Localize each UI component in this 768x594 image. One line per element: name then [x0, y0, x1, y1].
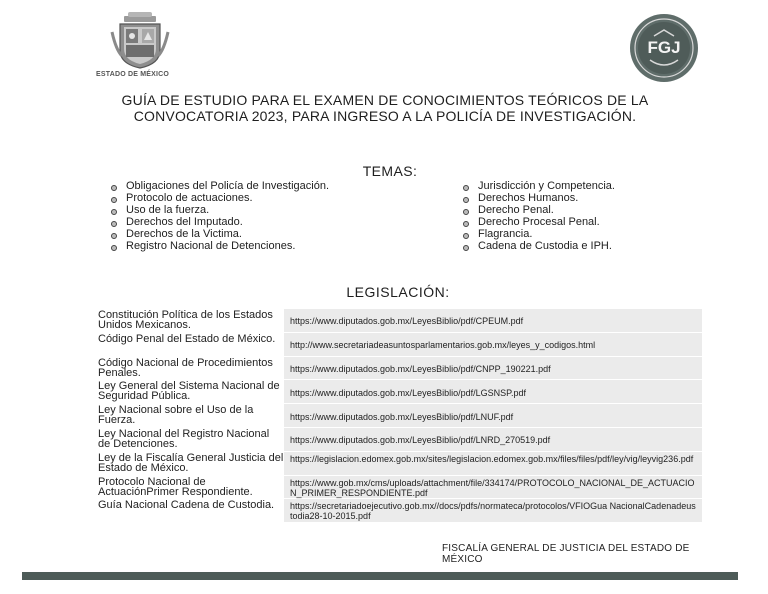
law-link[interactable]: https://www.gob.mx/cms/uploads/attachment/file/334174/PROTOCOLO_NACIONAL_DE_ACTUACION_PRIMER_RESPONDIENTE.pdf	[284, 476, 702, 500]
table-row	[98, 428, 702, 452]
table-row	[98, 380, 702, 404]
table-row	[98, 357, 702, 381]
law-link[interactable]: http://www.secretariadeasuntosparlamentarios.gob.mx/leyes_y_codigos.html	[284, 333, 702, 357]
fgj-seal-logo	[628, 12, 700, 84]
law-name: Ley General del Sistema Nacional de Seguridad Pública.	[98, 380, 280, 403]
topic-item: Flagrancia.	[462, 228, 615, 240]
law-link[interactable]: https://www.diputados.gob.mx/LeyesBiblio/pdf/CPEUM.pdf	[284, 309, 702, 333]
legislation-table	[98, 309, 702, 523]
law-name: Código Penal del Estado de México.	[98, 332, 276, 345]
document-title: GUÍA DE ESTUDIO PARA EL EXAMEN DE CONOCIMIENTOS TEÓRICOS DE LA CONVOCATORIA 2023, PARA INGRESO A LA POLICÍA DE INVESTIGACIÓN.	[121, 92, 649, 124]
footer-institution-name: FISCALÍA GENERAL DE JUSTICIA DEL ESTADO DE MÉXICO	[442, 543, 690, 565]
topic-item: Uso de la fuerza.	[110, 204, 329, 216]
law-name: Guía Nacional Cadena de Custodia.	[98, 499, 275, 512]
law-name: Código Nacional de Procedimientos Penales.	[98, 356, 273, 379]
law-link[interactable]: https://www.diputados.gob.mx/LeyesBiblio/pdf/CNPP_190221.pdf	[284, 357, 702, 381]
topic-item: Cadena de Custodia e IPH.	[462, 240, 615, 252]
law-link[interactable]: https://secretariadoejecutivo.gob.mx//docs/pdfs/normateca/protocolos/VFIOGua NacionalCadenadeustodia28-10-2015.pdf	[284, 499, 702, 523]
topic-item: Derechos de la Victima.	[110, 228, 329, 240]
topic-item: Jurisdicción y Competencia.	[462, 180, 615, 192]
table-row	[98, 309, 702, 333]
law-link[interactable]: https://legislacion.edomex.gob.mx/sites/legislacion.edomex.gob.mx/files/files/pdf/ley/vig/leyvig236.pdf	[284, 452, 702, 476]
topic-item: Obligaciones del Policía de Investigación.	[110, 180, 329, 192]
law-name: Ley Nacional sobre el Uso de la Fuerza.	[98, 404, 254, 427]
logo-caption: ESTADO DE MÉXICO	[96, 71, 170, 78]
law-name: Protocolo Nacional de ActuaciónPrimer Respondiente.	[98, 475, 253, 498]
topics-list-right	[462, 180, 615, 252]
topic-item: Derecho Procesal Penal.	[462, 216, 615, 228]
topics-list-left	[110, 180, 329, 252]
fgj-logo-text: FGJ	[647, 38, 681, 57]
topic-item: Derechos Humanos.	[462, 192, 615, 204]
footer-bar	[22, 572, 738, 580]
table-row	[98, 452, 702, 476]
temas-heading: TEMAS:	[362, 163, 418, 179]
topic-item: Derechos del Imputado.	[110, 216, 329, 228]
estado-de-mexico-coat-of-arms-logo	[108, 12, 172, 70]
law-link[interactable]: https://www.diputados.gob.mx/LeyesBiblio/pdf/LNRD_270519.pdf	[284, 428, 702, 452]
table-row	[98, 333, 702, 357]
table-row	[98, 499, 702, 523]
topic-item: Protocolo de actuaciones.	[110, 192, 329, 204]
table-row	[98, 404, 702, 428]
law-name: Ley de la Fiscalía General Justicia del Estado de México.	[98, 451, 284, 474]
law-link[interactable]: https://www.diputados.gob.mx/LeyesBiblio/pdf/LGSNSP.pdf	[284, 380, 702, 404]
topic-item: Derecho Penal.	[462, 204, 615, 216]
law-name: Ley Nacional del Registro Nacional de Detenciones.	[98, 427, 270, 450]
law-link[interactable]: https://www.diputados.gob.mx/LeyesBiblio/pdf/LNUF.pdf	[284, 404, 702, 428]
topic-item: Registro Nacional de Detenciones.	[110, 240, 329, 252]
legislacion-heading: LEGISLACIÓN:	[346, 284, 450, 300]
table-row	[98, 476, 702, 500]
law-name: Constitución Política de los Estados Unidos Mexicanos.	[98, 309, 273, 331]
